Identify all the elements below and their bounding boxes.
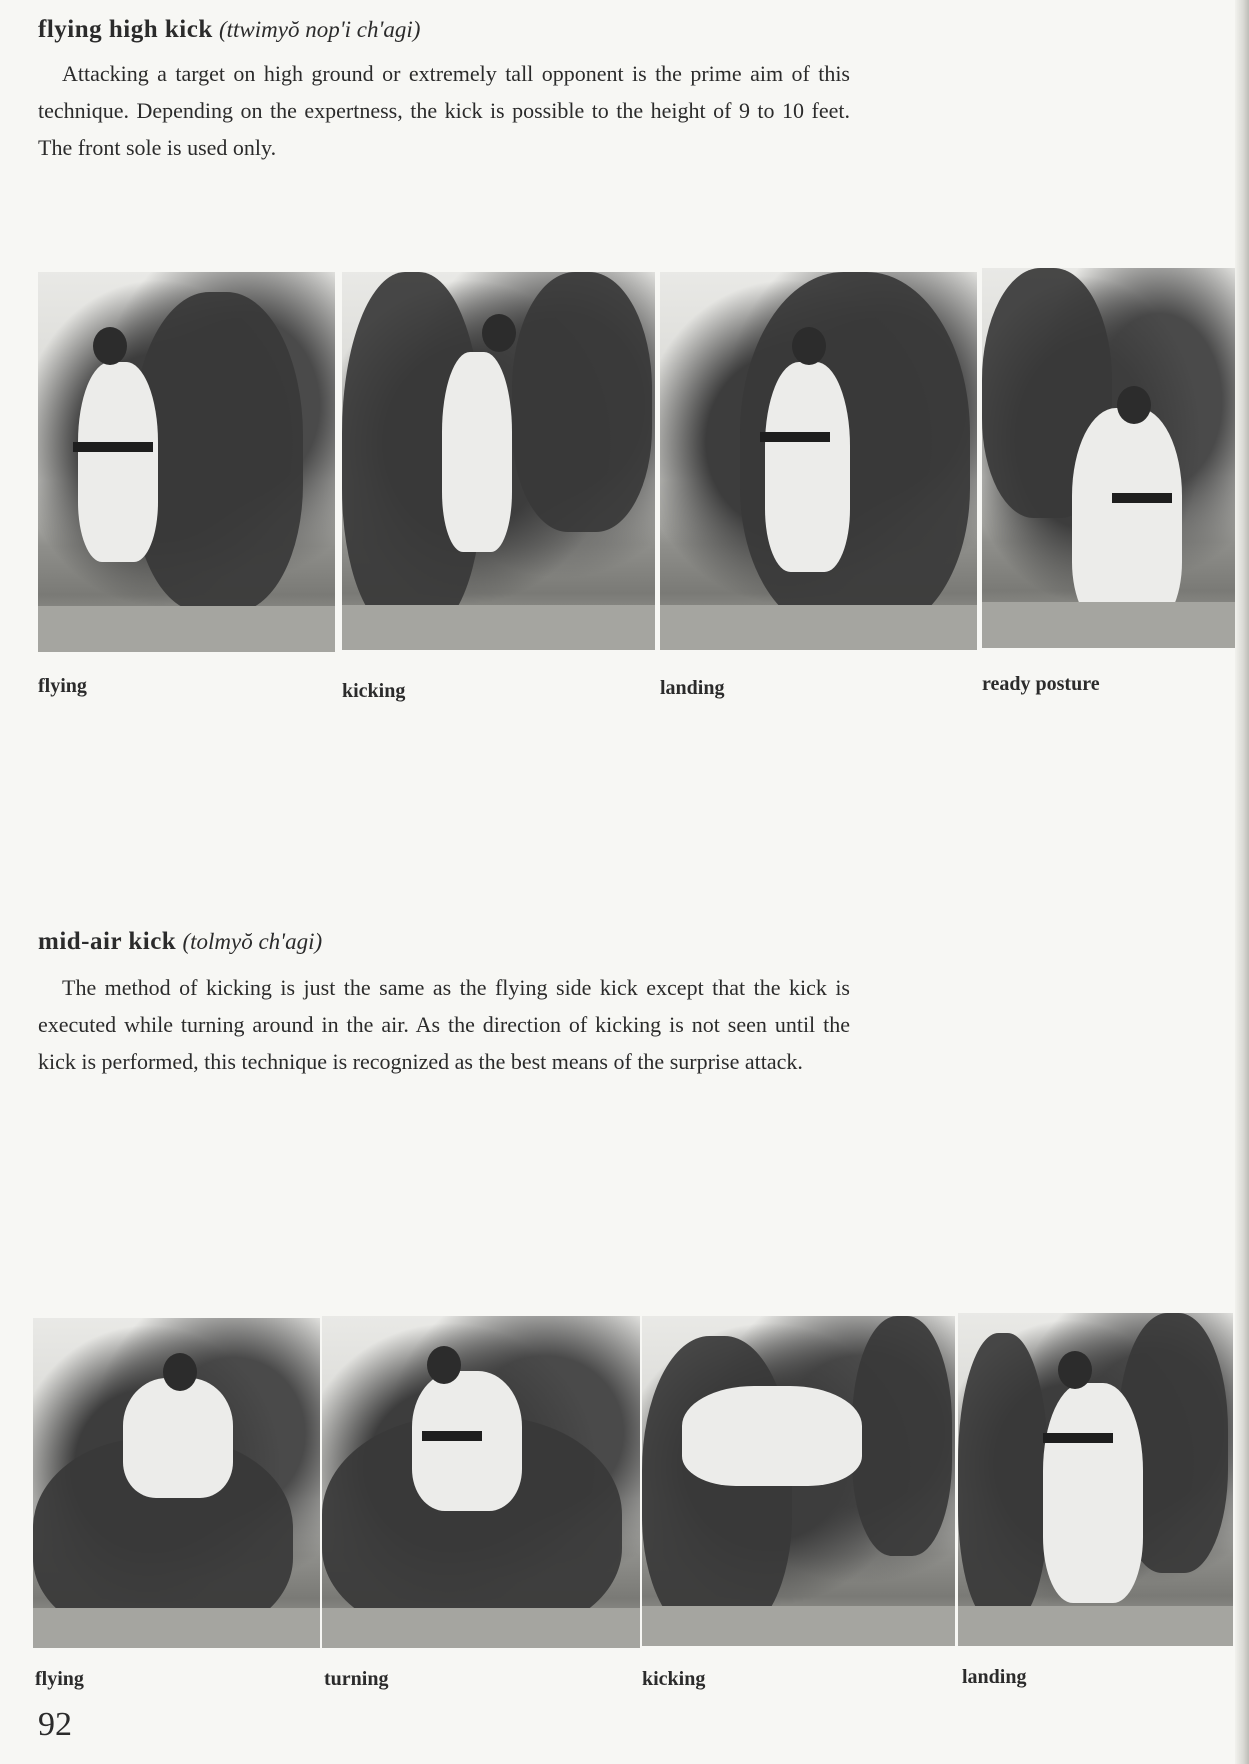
photo-kicking bbox=[642, 1316, 955, 1646]
caption-kicking: kicking bbox=[342, 680, 406, 702]
caption-kicking: kicking bbox=[642, 1668, 706, 1690]
section-body: The method of kicking is just the same as the flying side kick except that the kick is executed while turning around in the air. As the direction of kicking is not seen until the kick is performed, this technique is recognized as the best means of the surprise attack. bbox=[38, 975, 850, 1074]
section-title: flying high kick bbox=[38, 16, 213, 43]
photo-kicking bbox=[342, 272, 655, 650]
section-romanization: (tolmyŏ ch'agi) bbox=[182, 929, 323, 954]
caption-ready-posture: ready posture bbox=[982, 673, 1100, 695]
caption-flying: flying bbox=[38, 675, 87, 697]
photo-landing bbox=[660, 272, 977, 650]
caption-turning: turning bbox=[324, 1668, 389, 1690]
page-edge-shadow bbox=[1235, 0, 1249, 1764]
section-title: mid-air kick bbox=[38, 928, 177, 955]
caption-flying: flying bbox=[35, 1668, 84, 1690]
photo-turning bbox=[322, 1316, 640, 1648]
page-number: 92 bbox=[38, 1706, 72, 1743]
caption-landing: landing bbox=[660, 677, 725, 699]
photo-flying bbox=[38, 272, 335, 652]
section-heading-mid-air-kick bbox=[38, 928, 322, 956]
section-heading-flying-high-kick bbox=[38, 16, 420, 44]
photo-ready-posture bbox=[982, 268, 1235, 648]
section-romanization: (ttwimyŏ nop'i ch'agi) bbox=[218, 17, 421, 42]
photo-landing bbox=[958, 1313, 1233, 1646]
photo-flying bbox=[33, 1318, 320, 1648]
caption-landing: landing bbox=[962, 1666, 1027, 1688]
section-body: Attacking a target on high ground or extremely tall opponent is the prime aim of this technique. Depending on the expertness, the kick is possible to the height of 9 to 10 feet. The front sole is used only. bbox=[38, 61, 850, 160]
